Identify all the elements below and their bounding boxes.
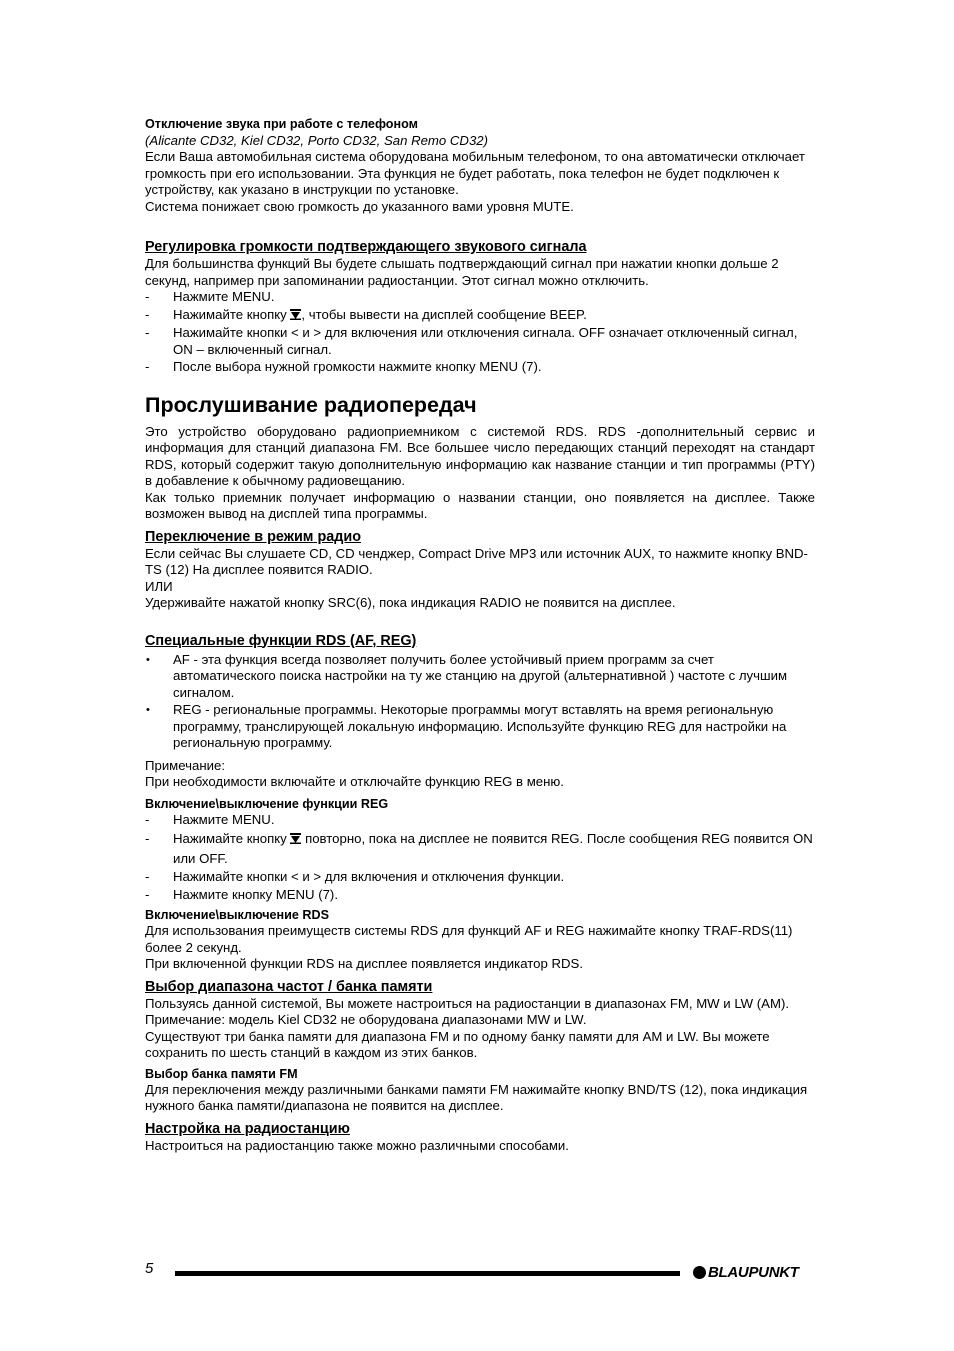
- tuning-paragraph: Настроиться на радиостанцию также можно различными способами.: [145, 1137, 569, 1153]
- list-item: - Нажмите MENU.: [145, 811, 275, 827]
- beep-paragraph: Для большинства функций Вы будете слышать подтверждающий сигнал при нажатии кнопки дольше 2 секунд, например при запоминании радиостанции. Этот сигнал можно отключить.: [145, 256, 779, 288]
- radio-mode-paragraph-2: Удерживайте нажатой кнопку SRC(6), пока индикация RADIO не появится на дисплее.: [145, 595, 676, 610]
- band-paragraph-2: Существуют три банка памяти для диапазона FM и по одному банку памяти для AM и LW. Вы можете сохранить по шесть станций в каждом из этих банков.: [145, 1028, 770, 1060]
- list-item: - Нажмите кнопку MENU (7).: [145, 886, 338, 902]
- list-item: - Нажмите MENU.: [145, 289, 275, 304]
- band-note: Примечание: модель Kiel CD32 не оборудована диапазонами MW и LW.: [145, 1012, 587, 1027]
- arrow-down-icon: [290, 830, 301, 849]
- rds-toggle-heading: Включение\выключение RDS: [145, 908, 329, 922]
- radio-main-heading: Прослушивание радиопередач: [145, 392, 477, 417]
- list-item: - Нажимайте кнопки < и > для включения или отключения сигнала. OFF означает отключенный сигнал, ON – включенный сигнал.: [145, 325, 798, 357]
- fm-bank-paragraph: Для переключения между различными банками памяти FM нажимайте кнопку BND/TS (12), пока индикация нужного банка памяти/диапазона не появится на дисплее.: [145, 1081, 808, 1113]
- phone-mute-models: (Alicante CD32, Kiel CD32, Porto CD32, San Remo CD32): [145, 132, 489, 148]
- phone-mute-heading: Отключение звука при работе с телефоном: [145, 117, 418, 131]
- brand-dot-icon: [693, 1266, 706, 1279]
- reg-steps: [145, 812, 815, 904]
- brand-name: BLAUPUNKT: [708, 1264, 799, 1281]
- tuning-heading: Настройка на радиостанцию: [145, 1120, 350, 1137]
- rds-toggle-paragraph: Для использования преимуществ системы RDS для функций AF и REG нажимайте кнопку TRAF-RDS(11) более 2 секунд.: [145, 923, 793, 955]
- list-item: - Нажимайте кнопку повторно, пока на дисплее не появится REG. После сообщения REG появится ON или OFF.: [145, 831, 813, 866]
- brand-logo: [693, 1264, 799, 1281]
- beep-heading: Регулировка громкости подтверждающего звукового сигнала: [145, 239, 587, 255]
- page-number: 5: [145, 1260, 154, 1277]
- beep-steps: [145, 289, 815, 376]
- arrow-down-icon: [290, 308, 301, 325]
- rds-note-text: При необходимости включайте и отключайте функцию REG в меню.: [145, 774, 564, 789]
- list-item: - Нажимайте кнопку , чтобы вывести на дисплей сообщение BEEP.: [145, 307, 815, 325]
- radio-mode-or: ИЛИ: [145, 578, 173, 594]
- phone-mute-paragraph-2: Система понижает свою громкость до указанного вами уровня MUTE.: [145, 198, 574, 214]
- rds-note-label: Примечание:: [145, 757, 225, 773]
- radio-mode-heading: Переключение в режим радио: [145, 528, 362, 545]
- radio-mode-paragraph: Если сейчас Вы слушаете CD, CD ченджер, Compact Drive MP3 или источник AUX, то нажмите кнопку BND-TS (12) На дисплее появится RADIO.: [145, 545, 808, 577]
- reg-toggle-heading: Включение\выключение функции REG: [145, 796, 389, 811]
- phone-mute-paragraph: Если Ваша автомобильная система оборудована мобильным телефоном, то она автоматически отключает громкость при его использовании. Эта функция не будет работать, пока телефон не будет подключен к устройству, как указано в инструкции по установке.: [145, 149, 805, 197]
- radio-intro-paragraph-2: Как только приемник получает информацию о названии станции, оно появляется на дисплее. Также возможен вывод на дисплей типа программы.: [145, 489, 815, 521]
- rds-heading: Специальные функции RDS (AF, REG): [145, 632, 417, 649]
- band-heading: Выбор диапазона частот / банка памяти: [145, 978, 433, 995]
- rds-features: [145, 652, 815, 752]
- document-page: [145, 116, 815, 1154]
- list-item: - После выбора нужной громкости нажмите кнопку MENU (7).: [145, 359, 542, 374]
- rds-toggle-paragraph-2: При включенной функции RDS на дисплее появляется индикатор RDS.: [145, 956, 583, 971]
- band-paragraph: Пользуясь данной системой, Вы можете настроиться на радиостанции в диапазонах FM, MW и LW (AM).: [145, 995, 790, 1011]
- list-item: • REG - региональные программы. Некоторые программы могут вставлять на время региональную программу, транслирующей локальную информацию. Используйте функцию REG для настройки на региональную программу.: [146, 702, 787, 750]
- list-item: • AF - эта функция всегда позволяет получить более устойчивый прием программ за счет автоматического поиска настройки на ту же станцию на другой (альтернативной ) частоте с лучшим сигналом.: [146, 651, 788, 700]
- footer-rule: [175, 1271, 680, 1276]
- fm-bank-heading: Выбор банка памяти FM: [145, 1066, 298, 1081]
- list-item: - Нажимайте кнопки < и > для включения и отключения функции.: [145, 869, 565, 884]
- radio-intro-paragraph: Это устройство оборудовано радиоприемником с системой RDS. RDS -дополнительный сервис и информация для станций диапазона FM. Все большее число передающих станций переходят на стандарт RDS, который содержит такую дополнительную информацию как название станции и тип программы (PTY) в добавление к обычному радиовещанию.: [145, 423, 815, 488]
